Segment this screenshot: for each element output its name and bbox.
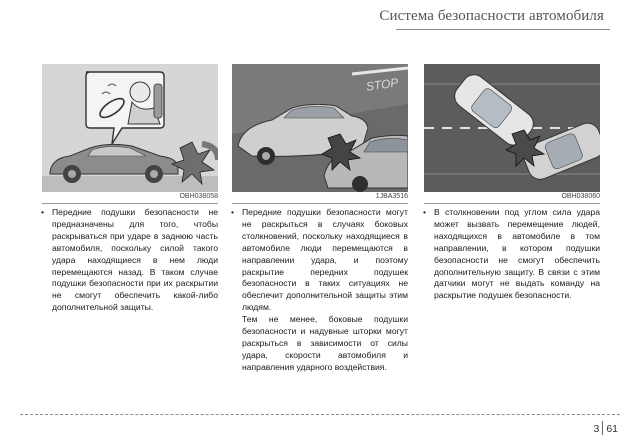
page-number (593, 421, 618, 435)
figure-code: OBH038058 (179, 193, 218, 200)
text-column-side-impact (230, 207, 408, 374)
side-impact-illustration (232, 64, 408, 192)
figure-rule (424, 203, 600, 204)
page-header-title: Система безопасности автомобиля (379, 8, 604, 24)
figure-side-impact (232, 64, 408, 192)
bullet-paragraph: • Передние подушки безопасности не предназначены для того, чтобы раскрываться при ударе в заднюю часть автомобиля, поскольку силой такого удара находящиеся в нем люди перемещаются назад. В таком случае подушки безопасности при их раскрытии не смогут обеспечить какой-либо дополнительной защиты. (40, 207, 218, 314)
figure-rear-impact (42, 64, 218, 192)
text-column-rear-impact (40, 207, 218, 314)
page-number-separator (602, 421, 603, 435)
figure-angle-impact (424, 64, 600, 192)
page-number-value: 61 (606, 423, 618, 435)
figure-code: 1JBA3516 (375, 193, 408, 200)
continuation-paragraph: Тем не менее, боковые подушки безопасности и надувные шторки могут раскрыться в зависимости от силы удара, скорости автомобиля и направления ударного воздействия. (242, 314, 408, 372)
text-column-angle-impact (422, 207, 600, 302)
header-rule (396, 29, 610, 30)
angle-impact-illustration (424, 64, 600, 192)
bullet-paragraph: • В столкновении под углом сила удара может вызвать перемещение людей, находящихся в автомобиле в том направлении, в котором подушки безопасности не смогут обеспечить дополнительную защиту. В связи с этим датчики могут не выдать команду на раскрытие подушек безопасности. (422, 207, 600, 302)
figure-rule (232, 203, 408, 204)
figure-code: OBH038060 (561, 193, 600, 200)
section-number: 3 (593, 423, 600, 435)
bullet-paragraph: • Передние подушки безопасности могут не раскрыться в случаях боковых столкновений, поскольку находящиеся в автомобиле люди перемещаются в направлении удара, и поэтому раскрытие передних подушек безопасности в таких ситуациях не обеспечит дополнительной защиты этим людям. (230, 207, 408, 314)
road-stop-text: STOP (365, 75, 400, 94)
figure-rule (42, 203, 218, 204)
footer-dashed-rule (20, 414, 620, 415)
rear-impact-illustration (42, 64, 218, 192)
